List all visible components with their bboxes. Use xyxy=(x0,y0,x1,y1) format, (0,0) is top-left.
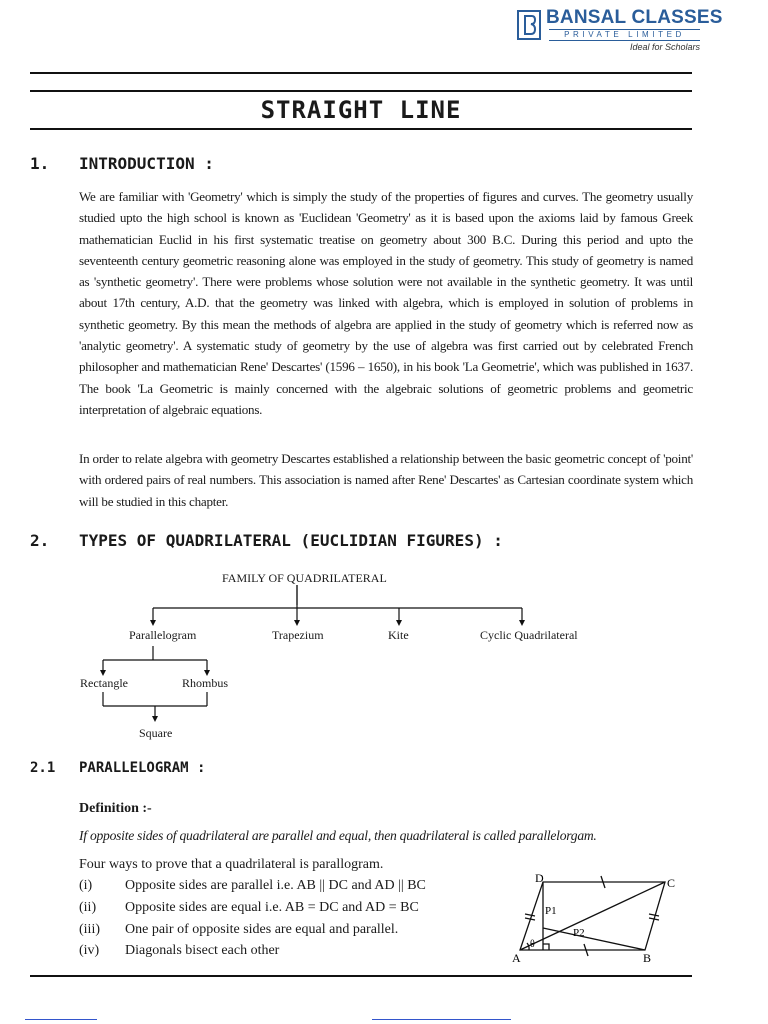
tree-root-label: FAMILY OF QUADRILATERAL xyxy=(222,571,387,585)
section-1-heading: INTRODUCTION : xyxy=(79,154,214,173)
brand-subtitle: PRIVATE LIMITED xyxy=(549,29,700,41)
section-21-heading: PARALLELOGRAM : xyxy=(79,760,206,776)
point-p2-label: P2 xyxy=(573,927,585,939)
title-top-rule xyxy=(30,90,692,92)
footer-link-right[interactable] xyxy=(372,1019,511,1020)
tree-cyclic-label: Cyclic Quadrilateral xyxy=(480,628,578,642)
list-item xyxy=(79,900,419,916)
list-item-number: (i) xyxy=(79,878,93,893)
section-21-number: 2.1 xyxy=(30,760,56,776)
tree-kite-label: Kite xyxy=(388,628,409,642)
list-item-number: (iii) xyxy=(79,922,100,937)
list-item-number: (ii) xyxy=(79,900,97,915)
title-bottom-rule xyxy=(30,128,692,130)
intro-paragraph-1: We are familiar with 'Geometry' which is simply the study of the properties of figures and curves. The geometry usually studied upto the high school is known as 'Euclidean 'Geometry' as it is based upon the axioms laid by famous Greek mathematician Euclid in his first systematic treatise on geometry about 300 B.C. During this period and upto the seventeenth century geometric reasoning alone was employed in the study of geometry. This study of geometry is named as 'synthetic geometry'. There were problems whose solution were not available in the synthetic geometry. It was until about 17th century, A.D. that the geometry was linked with algebra, which is employed in solution of problems in synthetic geometry. By this mean the methods of algebra are applied in the study of geometry which is referred now as 'analytic geometry'. A systematic study of geometry by the use of algebra was first carried out by celebrated French philosopher and mathematician Rene' Descartes' (1596 – 1650), in his book 'La Geometrie', which was published in 1637. The book 'La Geometric is mainly concerned with the algebraic solutions of geometric problems and geometric interpretation of algebraic equations. xyxy=(79,189,693,417)
list-item-text: One pair of opposite sides are equal and parallel. xyxy=(125,922,399,937)
section-2-number: 2. xyxy=(30,531,50,550)
quadrilateral-tree-diagram xyxy=(0,560,768,750)
tree-square-label: Square xyxy=(139,726,173,740)
top-divider xyxy=(30,72,692,74)
definition-label: Definition :- xyxy=(79,801,152,816)
brand-name: BANSAL CLASSES xyxy=(546,7,723,28)
list-item xyxy=(79,943,279,959)
parallelogram-figure xyxy=(505,870,695,965)
tree-parallelogram-label: Parallelogram xyxy=(129,628,197,642)
tree-rectangle-label: Rectangle xyxy=(80,676,128,690)
vertex-b-label: B xyxy=(643,951,652,965)
list-item xyxy=(79,878,426,894)
brand-tagline: Ideal for Scholars xyxy=(629,42,700,52)
angle-theta-label: θ xyxy=(530,939,535,950)
vertex-c-label: C xyxy=(667,876,676,890)
section-1-number: 1. xyxy=(30,154,50,173)
list-item-text: Opposite sides are parallel i.e. AB || DC and AD || BC xyxy=(125,878,426,893)
ways-intro: Four ways to prove that a quadrilateral is parallogram. xyxy=(79,857,384,872)
footer-link-left[interactable] xyxy=(25,1019,97,1020)
page-title: STRAIGHT LINE xyxy=(260,96,462,124)
diagonal-ac xyxy=(520,882,665,950)
point-p1-label: P1 xyxy=(545,905,557,917)
list-item-text: Diagonals bisect each other xyxy=(125,943,280,958)
section-2-heading: TYPES OF QUADRILATERAL (EUCLIDIAN FIGURES) : xyxy=(79,531,503,550)
definition-text: If opposite sides of quadrilateral are parallel and equal, then quadrilateral is called parallelorgam. xyxy=(79,828,597,843)
brand-logo-mark xyxy=(522,14,536,36)
tree-rhombus-label: Rhombus xyxy=(182,676,229,690)
tree-trapezium-label: Trapezium xyxy=(272,628,324,642)
vertex-a-label: A xyxy=(512,951,521,965)
segment-p2 xyxy=(543,928,645,950)
intro-paragraph-2: In order to relate algebra with geometry Descartes established a relationship between the basic geometric concept of 'point' with ordered pairs of real numbers. This association is named after Rene' Descartes' as Cartesian coordinate system which will be studied in this chapter. xyxy=(79,451,693,509)
list-item xyxy=(79,922,398,938)
bottom-divider xyxy=(30,975,692,977)
vertex-d-label: D xyxy=(535,871,544,885)
list-item-text: Opposite sides are equal i.e. AB = DC and AD = BC xyxy=(125,900,419,915)
list-item-number: (iv) xyxy=(79,943,100,958)
